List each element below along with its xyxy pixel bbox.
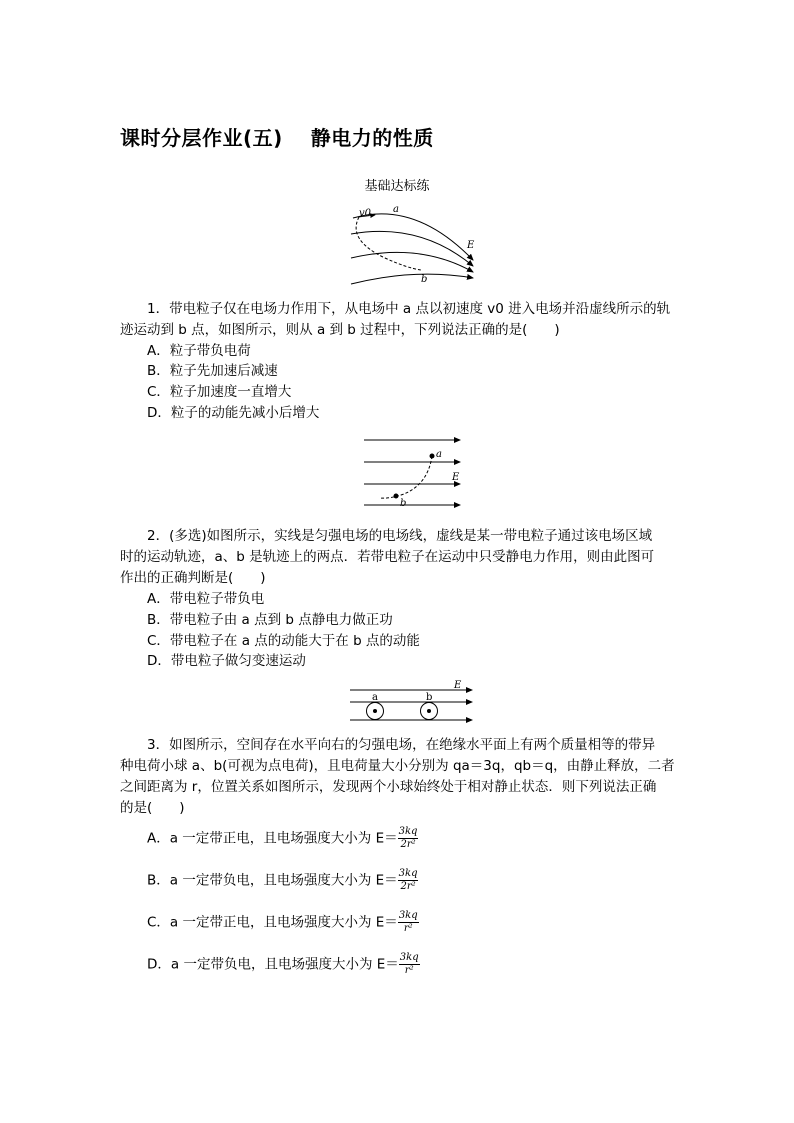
q3-option-d-numerator: 3kq xyxy=(399,952,419,963)
q1-option-b: B．粒子先加速后减速 xyxy=(147,363,278,379)
q3-option-b xyxy=(147,868,418,893)
q3-option-b-text: B．a 一定带负电，且电场强度大小为 E＝ xyxy=(147,872,398,889)
q3-option-b-fraction xyxy=(398,868,419,893)
fig2-label-a: a xyxy=(436,449,442,460)
figure-1-field-curves xyxy=(345,200,485,290)
q1-option-a: A．粒子带负电荷 xyxy=(147,343,251,359)
fig3-label-E: E xyxy=(454,680,462,691)
q3-option-c-text: C．a 一定带正电，且电场强度大小为 E＝ xyxy=(147,914,398,931)
fig1-label-b: b xyxy=(421,274,428,285)
q2-option-c: C．带电粒子在 a 点的动能大于在 b 点的动能 xyxy=(147,633,420,649)
q3-option-d-fraction xyxy=(399,952,420,977)
title-sub: 静电力的性质 xyxy=(310,126,434,150)
q2-option-a: A．带电粒子带负电 xyxy=(147,591,265,607)
q3-option-a-fraction xyxy=(398,826,419,851)
q1-line-1: 1．带电粒子仅在电场力作用下，从电场中 a 点以初速度 v0 进入电场并沿虚线所示的轨 xyxy=(147,301,671,317)
q2-line-2: 时的运动轨迹，a、b 是轨迹上的两点．若带电粒子在运动中只受静电力作用，则由此图可 xyxy=(120,549,655,565)
q3-option-a xyxy=(147,826,418,851)
q2-line-3: 作出的正确判断是( ) xyxy=(120,570,266,586)
q3-option-c-denominator: r² xyxy=(403,923,413,934)
fig2-label-b: b xyxy=(400,498,407,508)
q3-option-d xyxy=(147,952,420,977)
q3-option-d-denominator: r² xyxy=(404,965,414,976)
page-title xyxy=(120,122,434,151)
q3-option-c-fraction xyxy=(398,910,419,935)
fig1-label-E: E xyxy=(467,240,475,251)
figure-3-two-balls xyxy=(348,680,478,726)
figure-2-uniform-field xyxy=(360,436,465,508)
q3-option-a-numerator: 3kq xyxy=(398,826,418,837)
q3-line-2: 种电荷小球 a、b(可视为点电荷)，且电荷量大小分别为 qa＝3q，qb＝q，由静止释放，二者 xyxy=(120,758,675,774)
fig1-label-v0: v0 xyxy=(359,208,372,219)
q3-option-a-text: A．a 一定带正电，且电场强度大小为 E＝ xyxy=(147,830,398,847)
fig3-label-b: b xyxy=(426,692,433,703)
q3-option-b-numerator: 3kq xyxy=(398,868,418,879)
q3-option-d-text: D．a 一定带负电，且电场强度大小为 E＝ xyxy=(147,956,399,973)
q2-option-d: D．带电粒子做匀变速运动 xyxy=(147,653,306,669)
section-heading: 基础达标练 xyxy=(364,179,430,194)
q2-line-1: 2．(多选)如图所示，实线是匀强电场的电场线，虚线是某一带电粒子通过该电场区域 xyxy=(147,528,653,544)
q2-option-b: B．带电粒子由 a 点到 b 点静电力做正功 xyxy=(147,612,393,628)
q1-line-2: 迹运动到 b 点，如图所示，则从 a 到 b 过程中，下列说法正确的是( ) xyxy=(120,322,560,338)
q3-line-4: 的是( ) xyxy=(120,800,185,816)
title-main: 课时分层作业(五) xyxy=(120,126,283,150)
fig1-label-a: a xyxy=(393,204,399,215)
q3-option-a-denominator: 2r² xyxy=(400,839,416,850)
q1-option-d: D．粒子的动能先减小后增大 xyxy=(147,405,320,421)
q3-option-b-denominator: 2r² xyxy=(400,881,416,892)
q3-line-1: 3．如图所示，空间存在水平向右的匀强电场，在绝缘水平面上有两个质量相等的带异 xyxy=(147,737,656,753)
q3-option-c-numerator: 3kq xyxy=(398,910,418,921)
q3-line-3: 之间距离为 r，位置关系如图所示，发现两个小球始终处于相对静止状态．则下列说法正确 xyxy=(120,779,657,795)
q3-option-c xyxy=(147,910,419,935)
q1-option-c: C．粒子加速度一直增大 xyxy=(147,384,292,400)
fig2-label-E: E xyxy=(452,472,460,483)
fig3-label-a: a xyxy=(372,692,378,703)
